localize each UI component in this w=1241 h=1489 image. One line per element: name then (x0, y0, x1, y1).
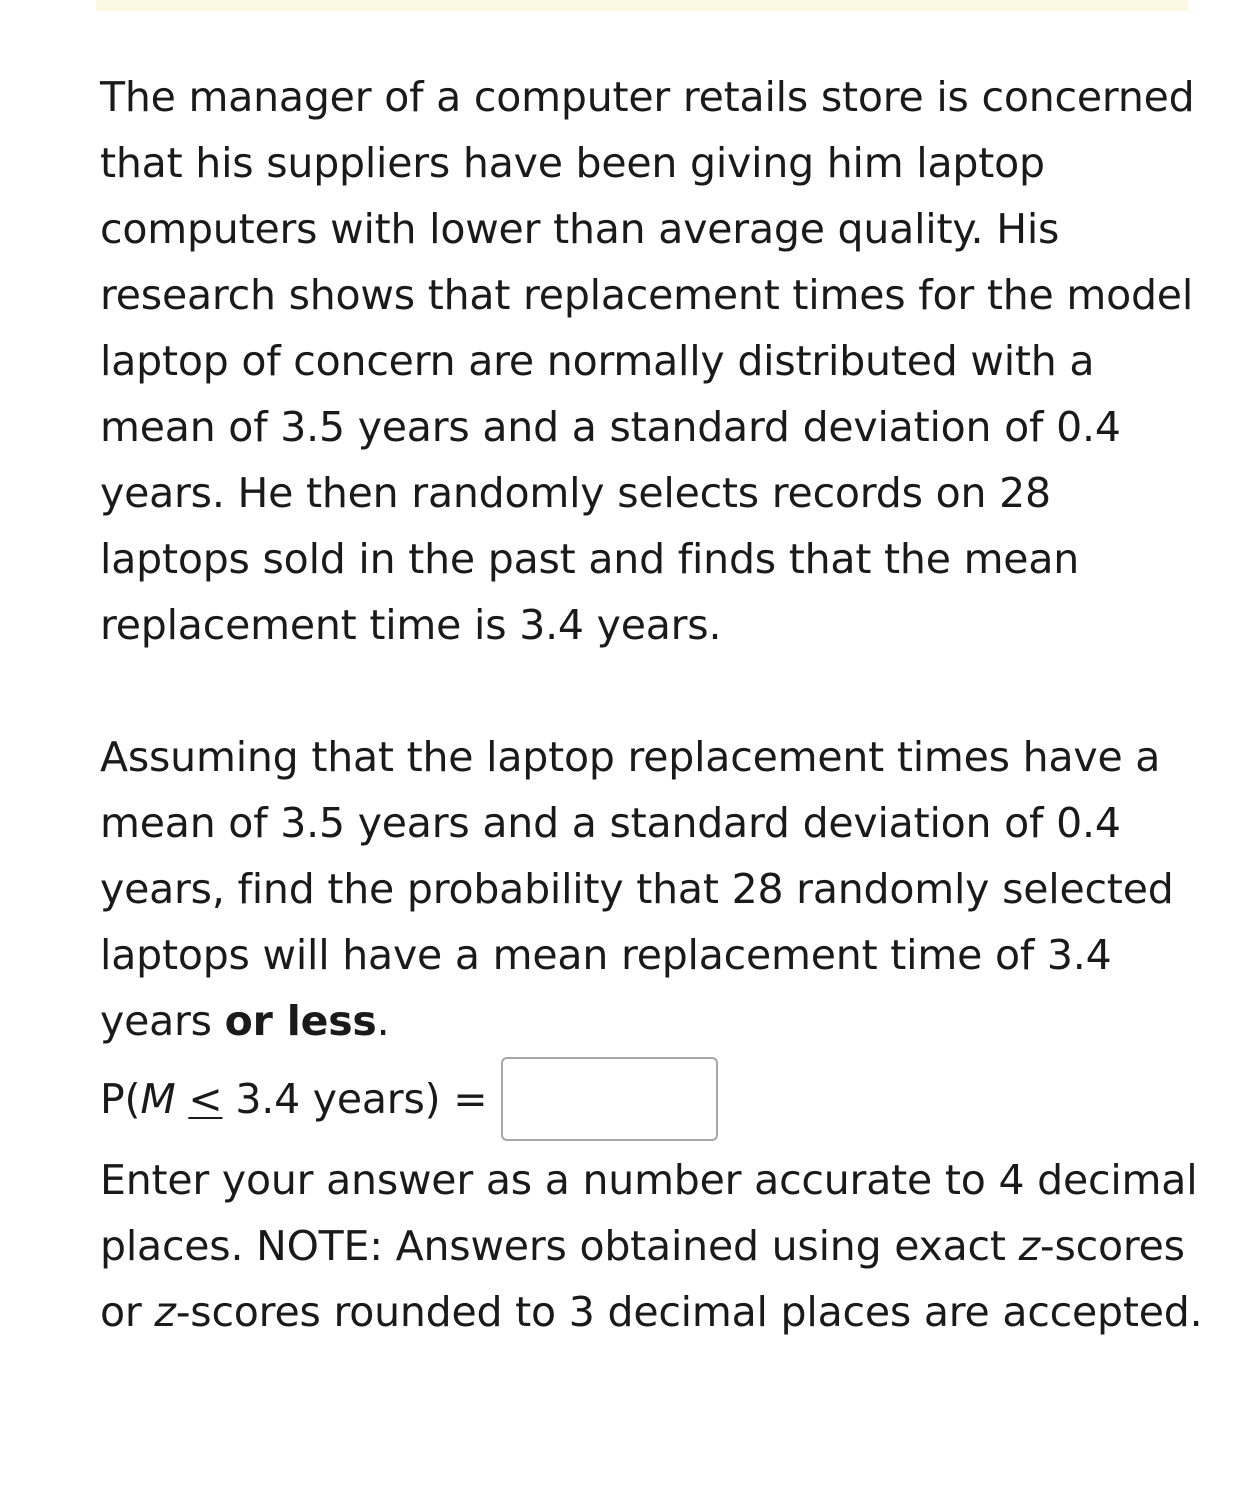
answer-row (100, 1049, 1210, 1149)
problem-statement: The manager of a computer retails store is concerned that his suppliers have been giving him laptop computers with lower than average quality. His research shows that replacement times for the model laptop of concern are normally distributed with a mean of 3.5 years and a standard deviation of 0.4 years. He then randomly selects records on 28 laptops sold in the past and finds that the mean replacement time is 3.4 years. (100, 73, 1195, 649)
question-prompt (100, 724, 1210, 1054)
answer-input[interactable] (501, 1057, 718, 1141)
instructions-part3: -scores rounded to 3 decimal places are accepted. (175, 1288, 1203, 1336)
probability-prefix: P( (100, 1075, 141, 1123)
top-banner (96, 0, 1188, 11)
z-symbol: z (1018, 1222, 1040, 1270)
instructions-part1: Enter your answer as a number accurate to 4 decimal places. NOTE: Answers obtained using exact (100, 1156, 1198, 1270)
question-prompt-text: Assuming that the laptop replacement times have a mean of 3.5 years and a standard deviation of 0.4 years, find the probability that 28 randomly selected laptops will have a mean replacement time of 3.4 years (100, 733, 1174, 1045)
answer-instructions (100, 1147, 1210, 1345)
emphasis-or-less: or less (224, 997, 377, 1045)
mean-variable: M (140, 1075, 176, 1123)
question-prompt-end: . (376, 997, 390, 1045)
less-equal-symbol: < (188, 1075, 223, 1123)
probability-suffix: 3.4 years) = (235, 1075, 488, 1123)
probability-label (100, 1066, 487, 1132)
z-symbol: z (154, 1288, 176, 1336)
question-content (100, 64, 1210, 1345)
instructions-part2: -scores or (100, 1222, 1185, 1336)
